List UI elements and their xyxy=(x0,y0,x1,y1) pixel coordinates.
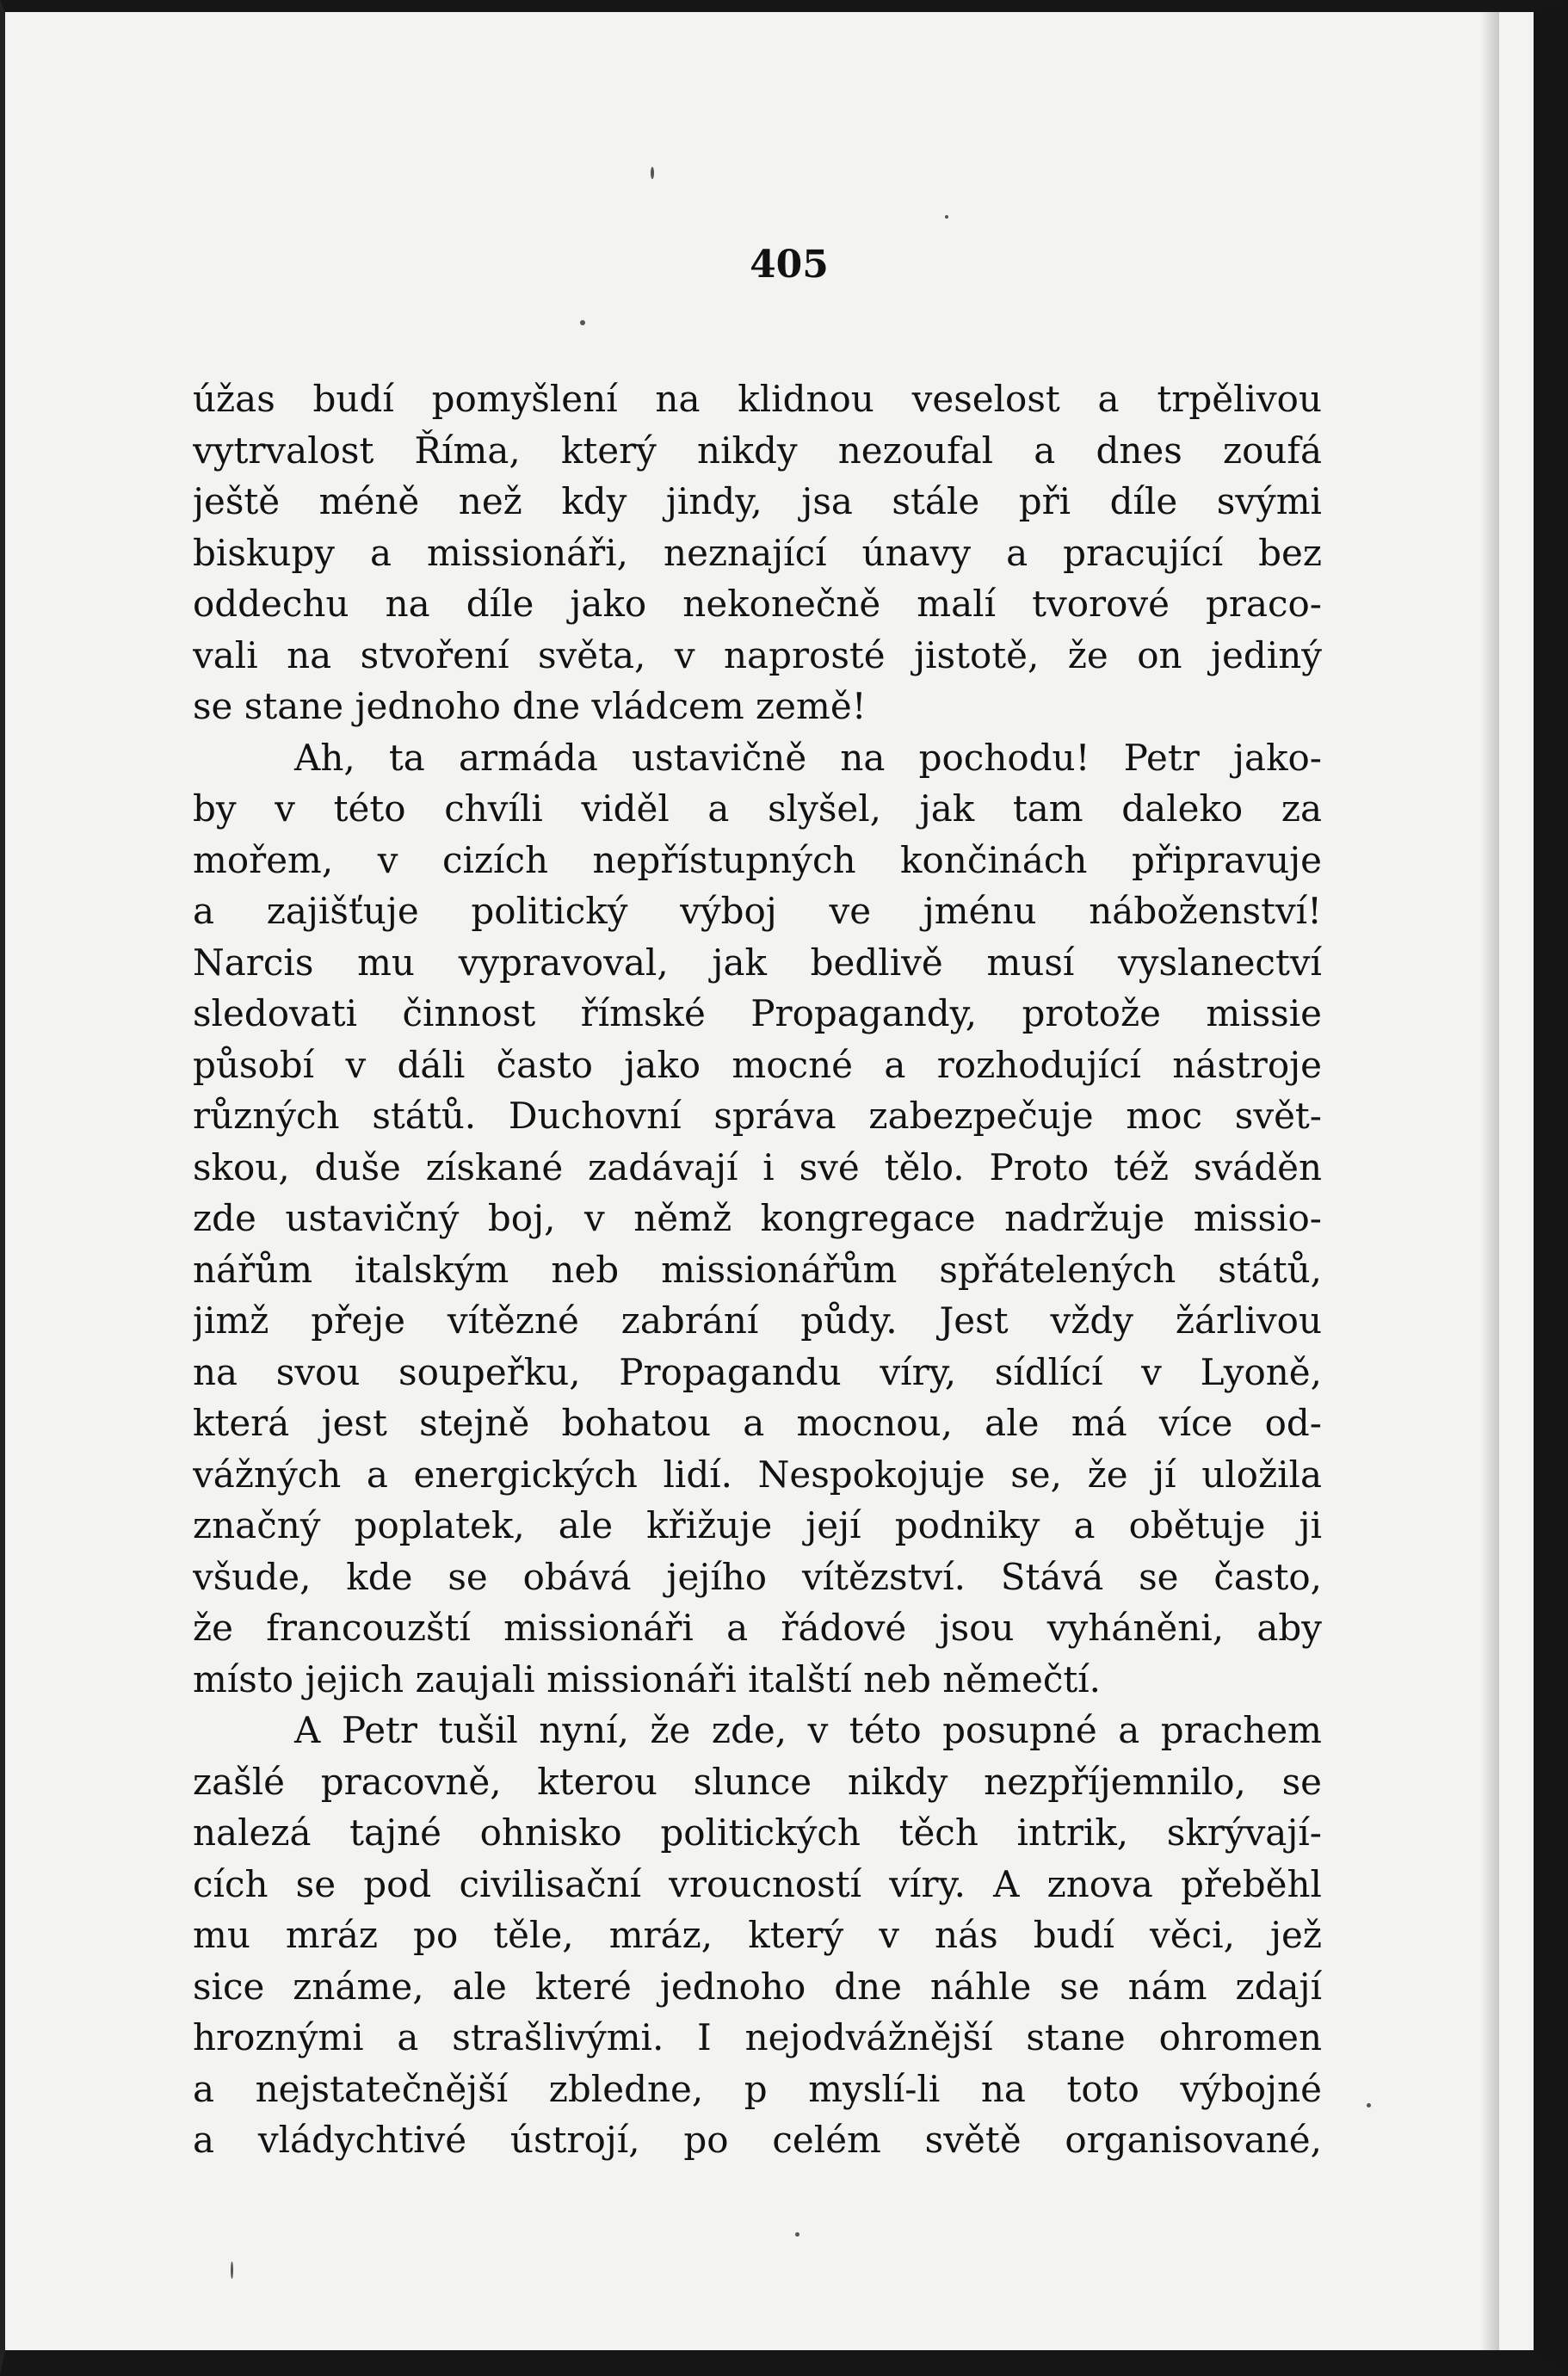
text-line: značný poplatek, ale křižuje její podniky a obětuje ji xyxy=(193,1504,1322,1546)
text-line: vali na stvoření světa, v naprosté jistotě, že on jediný xyxy=(193,633,1322,676)
dust-speck xyxy=(1367,2103,1371,2108)
text-line: oddechu na díle jako nekonečně malí tvorové praco- xyxy=(193,583,1322,625)
text-line: cích se pod civilisační vroucností víry. A znova přeběhl xyxy=(193,1862,1322,1905)
dust-speck xyxy=(580,320,585,325)
text-line: na svou soupeřku, Propagandu víry, sídlící v Lyoně, xyxy=(193,1350,1322,1393)
text-line: vytrvalost Říma, který nikdy nezoufal a dnes zoufá xyxy=(193,429,1322,472)
text-line: se stane jednoho dne vládcem země! xyxy=(193,685,867,727)
page-spine-shadow xyxy=(1480,12,1499,2350)
dust-speck xyxy=(945,215,948,219)
dust-speck xyxy=(795,2232,799,2237)
text-line: a zajišťuje politický výboj ve jménu náboženství! xyxy=(193,890,1322,932)
page-number: 405 xyxy=(750,243,829,287)
text-line: působí v dáli často jako mocné a rozhodující nástroje xyxy=(193,1043,1322,1086)
text-line: by v této chvíli viděl a slyšel, jak tam daleko za xyxy=(193,787,1322,830)
text-line: nářům italským neb missionářům spřátelených států, xyxy=(193,1248,1322,1291)
text-line: zašlé pracovně, kterou slunce nikdy nezpříjemnilo, se xyxy=(193,1760,1322,1803)
text-line: sice známe, ale které jednoho dne náhle se nám zdají xyxy=(193,1965,1322,2008)
text-line: a vládychtivé ústrojí, po celém světě organisované, xyxy=(193,2119,1322,2161)
body-text xyxy=(193,373,1322,2166)
text-line: Narcis mu vypravoval, jak bedlivě musí vyslanectví xyxy=(193,941,1322,984)
text-line: vážných a energických lidí. Nespokojuje se, že jí uložila xyxy=(193,1453,1322,1496)
text-line: hroznými a strašlivými. I nejodvážnější stane ohromen xyxy=(193,2016,1322,2058)
text-line: všude, kde se obává jejího vítězství. Stává se často, xyxy=(193,1555,1322,1598)
text-line: nalezá tajné ohnisko politických těch intrik, skrývají- xyxy=(193,1811,1322,1854)
text-line: místo jejich zaujali missionáři italští neb němečtí. xyxy=(193,1657,1102,1700)
dust-speck xyxy=(651,167,654,179)
text-line: mu mráz po těle, mráz, který v nás budí věci, jež xyxy=(193,1914,1322,1956)
text-line: biskupy a missionáři, neznající únavy a pracující bez xyxy=(193,531,1322,574)
text-line: zde ustavičný boj, v němž kongregace nadržuje missio- xyxy=(193,1197,1322,1239)
dust-speck xyxy=(231,2262,233,2279)
text-line: sledovati činnost římské Propagandy, protože missie xyxy=(193,992,1322,1034)
text-line: různých států. Duchovní správa zabezpečuje moc svět- xyxy=(193,1095,1322,1137)
text-line: která jest stejně bohatou a mocnou, ale má více od- xyxy=(193,1402,1322,1444)
text-line: ještě méně než kdy jindy, jsa stále při díle svými xyxy=(193,480,1322,522)
text-line: A Petr tušil nyní, že zde, v této posupné a prachem xyxy=(294,1709,1322,1751)
text-line: Ah, ta armáda ustavičně na pochodu! Petr jako- xyxy=(294,736,1322,779)
text-line: mořem, v cizích nepřístupných končinách připravuje xyxy=(193,838,1322,881)
text-line: jimž přeje vítězné zabrání půdy. Jest vždy žárlivou xyxy=(193,1299,1322,1342)
text-line: skou, duše získané zadávají i své tělo. Proto též sváděn xyxy=(193,1145,1322,1188)
text-line: a nejstatečnější zbledne, p myslí-li na toto výbojné xyxy=(193,2067,1322,2110)
text-line: úžas budí pomyšlení na klidnou veselost a trpělivou xyxy=(193,378,1322,420)
text-line: že francouzští missionáři a řádové jsou vyháněni, aby xyxy=(193,1607,1322,1649)
